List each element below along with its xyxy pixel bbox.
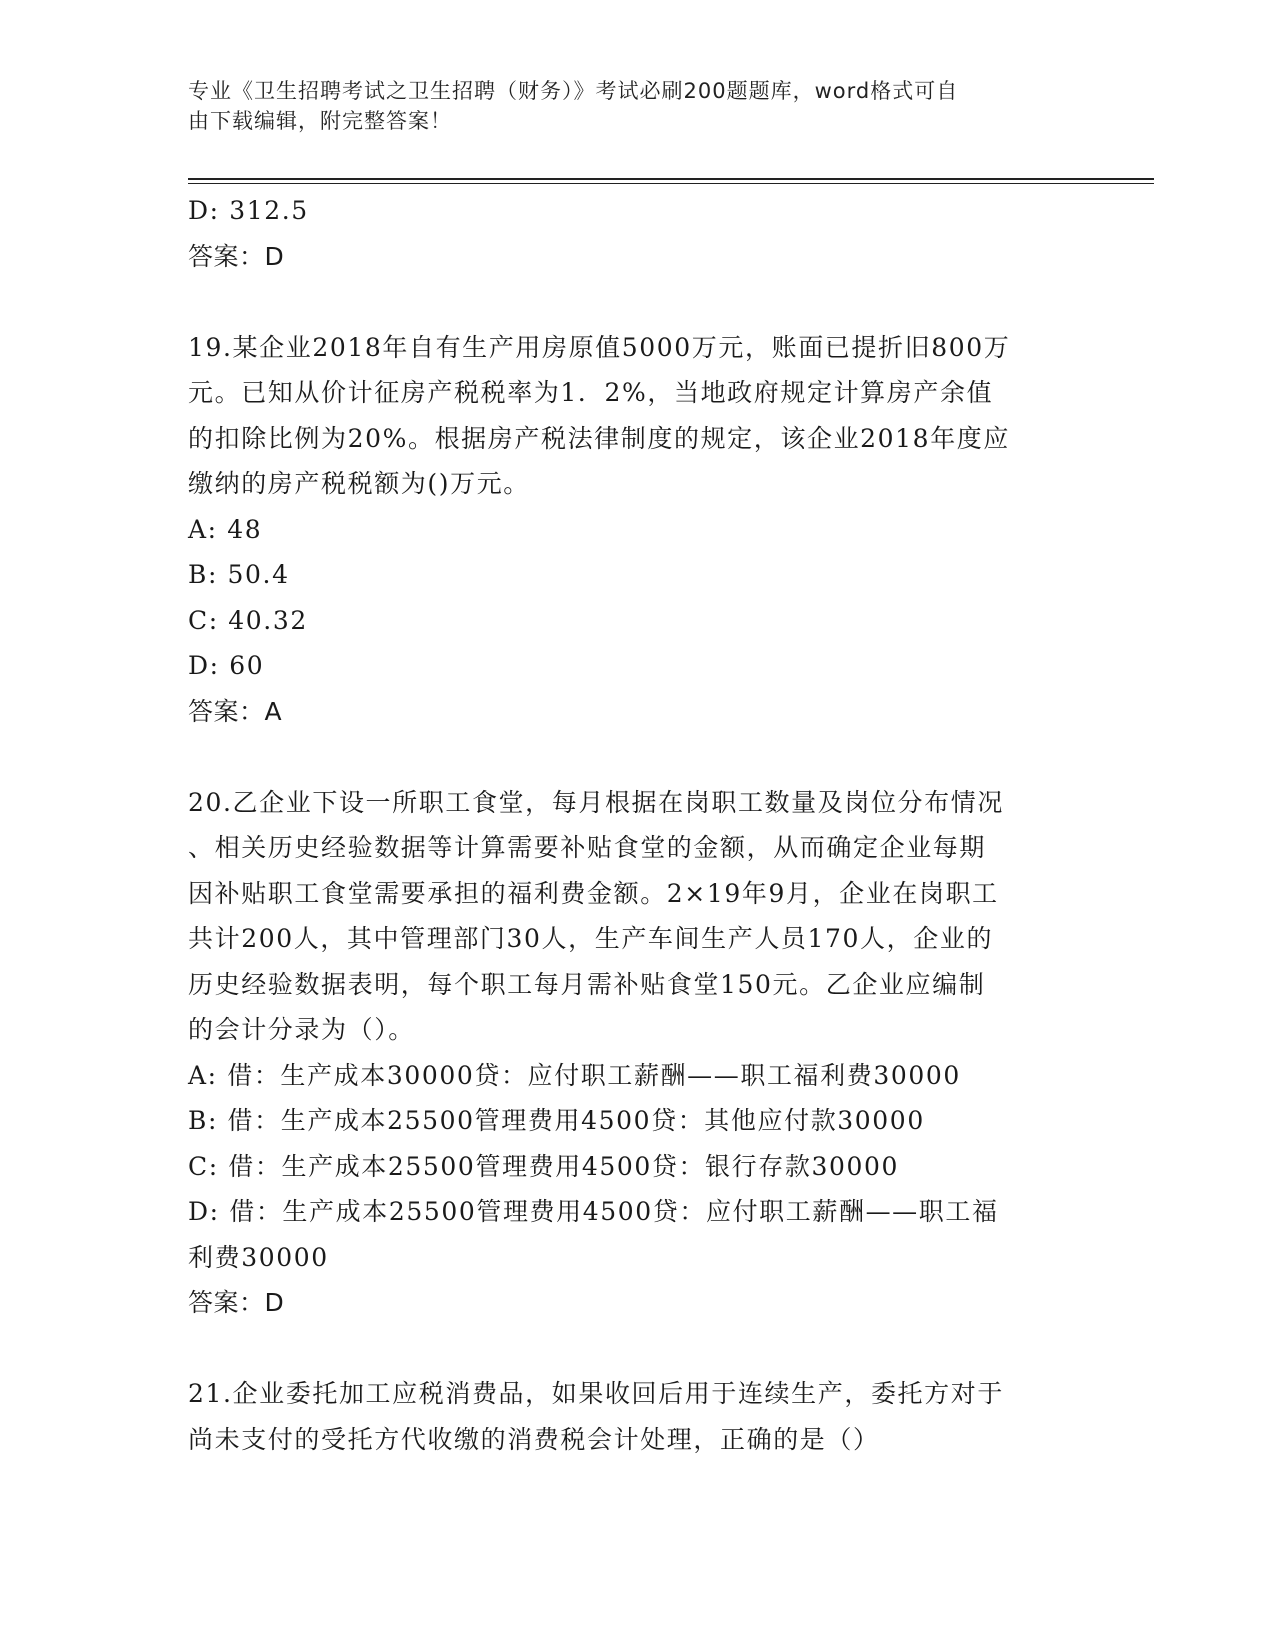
question-stem-line: 尚未支付的受托方代收缴的消费税会计处理，正确的是（）	[188, 1424, 880, 1454]
question-19	[188, 325, 1088, 735]
header-title-line-1: 专业《卫生招聘考试之卫生招聘（财务）》考试必刷200题题库，word格式可自	[188, 79, 959, 103]
spacer	[188, 279, 1088, 325]
option-d: D: 借：生产成本25500管理费用4500贷：应付职工薪酬——职工福	[188, 1197, 999, 1226]
question-stem-line: 缴纳的房产税税额为()万元。	[188, 469, 530, 498]
option-b: B: 借：生产成本25500管理费用4500贷：其他应付款30000	[188, 1106, 925, 1135]
option-a: A: 借：生产成本30000贷：应付职工薪酬——职工福利费30000	[188, 1060, 961, 1090]
document-body	[188, 188, 1088, 1462]
option-d: D: 60	[188, 651, 265, 680]
option-c: C: 借：生产成本25500管理费用4500贷：银行存款30000	[188, 1151, 899, 1181]
answer-line: 答案：D	[188, 241, 285, 271]
question-stem-line: 、相关历史经验数据等计算需要补贴食堂的金额，从而确定企业每期	[188, 833, 987, 862]
question-stem-line: 共计200人，其中管理部门30人，生产车间生产人员170人，企业的	[188, 924, 994, 953]
header-rule-thin	[188, 183, 1154, 184]
question-stem-line: 21.企业委托加工应税消费品，如果收回后用于连续生产，委托方对于	[188, 1379, 1004, 1408]
question-20	[188, 780, 1088, 1326]
spacer	[188, 1326, 1088, 1372]
question-stem-line: 的扣除比例为20%。根据房产税法律制度的规定，该企业2018年度应	[188, 423, 1010, 453]
answer-line: 答案：D	[188, 1288, 285, 1317]
question-stem-line: 的会计分录为（）。	[188, 1015, 415, 1044]
prev-question-block	[188, 188, 1088, 279]
spacer	[188, 734, 1088, 780]
question-stem-line: 20.乙企业下设一所职工食堂，每月根据在岗职工数量及岗位分布情况	[188, 787, 1004, 817]
header-rule-thick	[188, 178, 1154, 180]
question-stem-line: 元。已知从价计征房产税税率为1．2%，当地政府规定计算房产余值	[188, 378, 994, 407]
question-21	[188, 1371, 1088, 1462]
document-header	[188, 76, 1068, 136]
option-c: C: 40.32	[188, 605, 308, 635]
option-b: B: 50.4	[188, 560, 290, 589]
option-d-continued: 利费30000	[188, 1242, 329, 1272]
question-stem-line: 历史经验数据表明，每个职工每月需补贴食堂150元。乙企业应编制	[188, 969, 986, 999]
header-title-line-2: 由下载编辑，附完整答案！	[188, 109, 452, 133]
option-d: D: 312.5	[188, 196, 309, 225]
question-stem-line: 因补贴职工食堂需要承担的福利费金额。2×19年9月，企业在岗职工	[188, 878, 999, 908]
option-a: A: 48	[188, 514, 263, 544]
answer-line: 答案：A	[188, 696, 283, 726]
question-stem-line: 19.某企业2018年自有生产用房原值5000万元，账面已提折旧800万	[188, 332, 1011, 362]
